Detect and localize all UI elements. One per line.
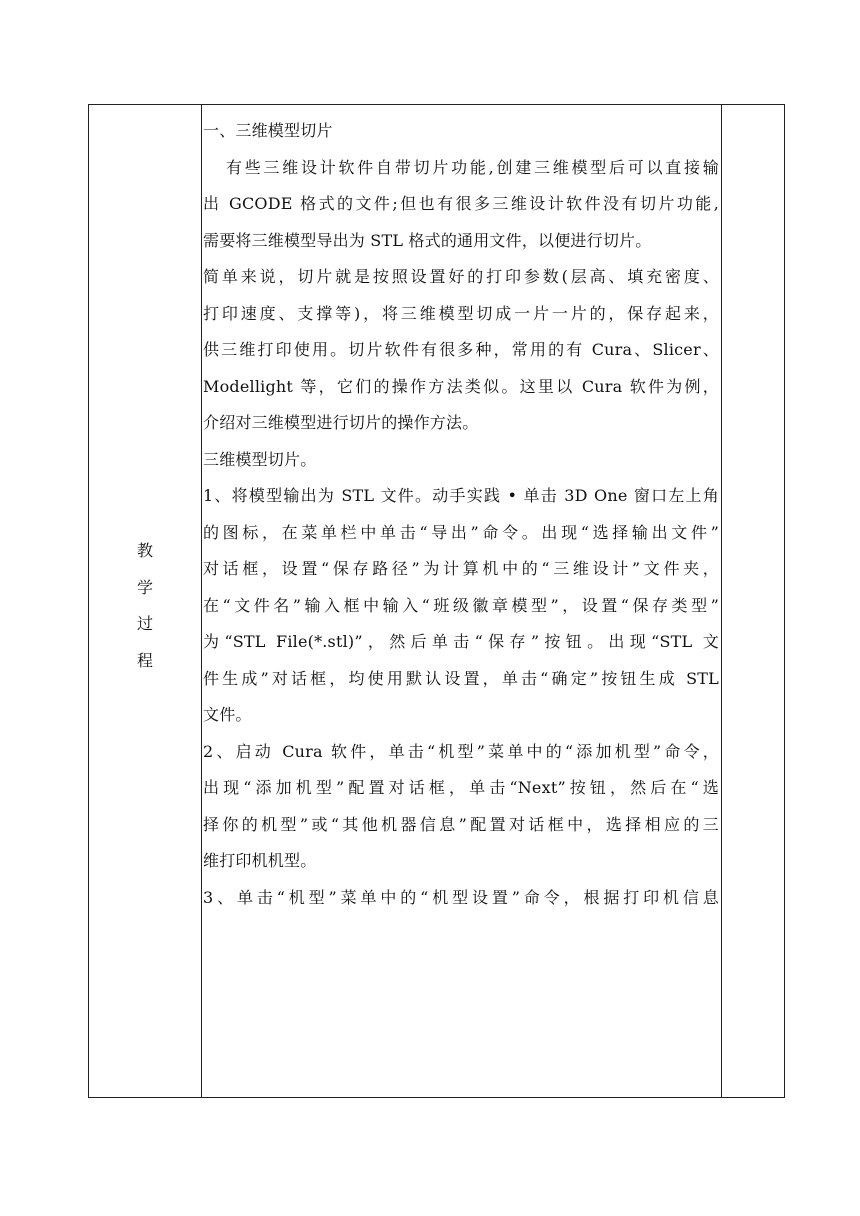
content-line: 简单来说，切片就是按照设置好的打印参数(层高、填充密度、 bbox=[203, 267, 719, 286]
side-label-teaching-process bbox=[89, 533, 201, 679]
side-label-char: 教 bbox=[136, 541, 153, 560]
content-line: 出 GCODE 格式的文件;但也有很多三维设计软件没有切片功能, bbox=[203, 194, 719, 213]
content-line: 的图标，在菜单栏中单击“导出”命令。出现“选择输出文件” bbox=[203, 522, 719, 542]
content-line: Modellight 等，它们的操作方法类似。这里以 Cura 软件为例， bbox=[203, 376, 719, 396]
content-line: 件生成”对话框，均使用默认设置，单击“确定”按钮生成 STL bbox=[203, 668, 719, 688]
content-line: 维打印机机型。 bbox=[203, 851, 317, 870]
column-divider-right bbox=[721, 105, 722, 1097]
content-line: 文件。 bbox=[203, 705, 252, 724]
content-line: 2、启动 Cura 软件，单击“机型”菜单中的“添加机型”命令， bbox=[203, 741, 719, 761]
content-line: 打印速度、支撑等)，将三维模型切成一片一片的，保存起来， bbox=[203, 303, 719, 323]
side-label-char: 学 bbox=[136, 577, 153, 597]
content-line: 出现“添加机型”配置对话框，单击“Next”按钮，然后在“选 bbox=[203, 778, 719, 797]
content-line: 为“STL File(*.stl)”，然后单击“保存”按钮。出现“STL 文 bbox=[203, 632, 719, 651]
content-line: 有些三维设计软件自带切片功能,创建三维模型后可以直接输 bbox=[226, 157, 719, 177]
content-line: 一、三维模型切片 bbox=[203, 121, 333, 140]
content-cell bbox=[203, 113, 719, 916]
content-line: 3、单击“机型”菜单中的“机型设置”命令，根据打印机信息 bbox=[203, 887, 719, 907]
content-line: 在“文件名”输入框中输入“班级徽章模型”，设置“保存类型” bbox=[203, 595, 719, 615]
content-line: 1、将模型输出为 STL 文件。动手实践 • 单击 3D One 窗口左上角 bbox=[203, 486, 719, 505]
content-line: 对话框，设置“保存路径”为计算机中的“三维设计”文件夹， bbox=[203, 559, 719, 578]
content-line: 供三维打印使用。切片软件有很多种，常用的有 Cura、Slicer、 bbox=[203, 340, 719, 359]
content-line: 择你的机型”或“其他机器信息”配置对话框中，选择相应的三 bbox=[203, 814, 719, 834]
column-divider-left bbox=[201, 105, 202, 1097]
content-line: 介绍对三维模型进行切片的操作方法。 bbox=[203, 413, 479, 432]
side-label-char: 过 bbox=[136, 614, 153, 633]
content-line: 三维模型切片。 bbox=[203, 449, 317, 469]
lesson-table bbox=[88, 104, 785, 1098]
side-label-char: 程 bbox=[136, 650, 153, 670]
content-line: 需要将三维模型导出为 STL 格式的通用文件，以便进行切片。 bbox=[203, 230, 652, 250]
